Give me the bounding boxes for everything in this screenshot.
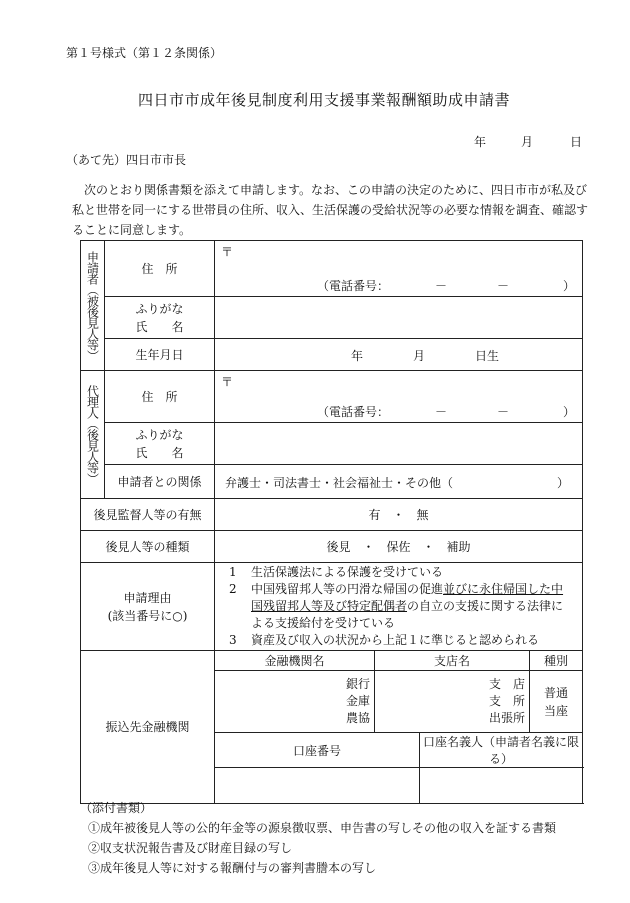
reason-label-note: (該当番号に○) xyxy=(107,608,188,623)
application-form-table xyxy=(80,240,583,804)
account-type-toza: 当座 xyxy=(543,703,568,718)
agent-side-label-cell xyxy=(81,371,105,499)
agent-phone-dash-2: － xyxy=(497,405,510,419)
guardian-type-label: 後見人等の種類 xyxy=(81,531,215,563)
agent-phone-dash-1: － xyxy=(435,405,448,419)
date-day-label: 日 xyxy=(570,135,583,149)
bank-branch-header: 支店名 xyxy=(375,651,530,671)
agent-kana-label: ふりがな xyxy=(135,427,184,442)
date-month-label: 月 xyxy=(521,135,534,149)
account-holder-field[interactable] xyxy=(420,768,583,804)
branch-type-shisho: 支 所 xyxy=(488,694,525,708)
reason-item-2[interactable]: 2 中国残留邦人等の円滑な帰国の促進並びに永住帰国した中 xyxy=(229,582,564,596)
reason-item-2-cont-2: よる支援給付を受けている xyxy=(251,616,396,630)
agent-side-label: 代理人（後見人等） xyxy=(85,385,100,484)
applicant-name-label: 氏 名 xyxy=(135,319,184,334)
agent-phone-suffix: ） xyxy=(563,405,576,419)
agent-name-field[interactable] xyxy=(215,423,583,465)
attachment-item-1: ①成年被後見人等の公的年金等の源泉徴収票、申告書の写しその他の収入を証する書類 xyxy=(88,821,557,835)
applicant-name-field[interactable] xyxy=(215,297,583,339)
branch-type-shiten: 支 店 xyxy=(488,677,525,691)
agent-postal-mark: 〒 xyxy=(221,375,234,389)
bank-branch-field[interactable] xyxy=(375,671,530,733)
attachment-item-2: ②収支状況報告書及び財産目録の写し xyxy=(88,841,293,855)
date-year-label: 年 xyxy=(474,135,487,149)
applicant-phone-dash-2: － xyxy=(497,279,510,293)
supervisor-options[interactable]: 有 ・ 無 xyxy=(215,499,583,531)
consent-paragraph: 次のとおり関係書類を添えて申請します。なお、この申請の決定のために、四日市市が私及び私と世帯を同一にする世帯員の住所、収入、生活保護の受給状況等の必要な情報を調査、確認することに同意します。 xyxy=(72,183,589,237)
agent-address-label: 住 所 xyxy=(105,371,215,423)
applicant-address-label: 住 所 xyxy=(105,241,215,297)
agent-relation-options: 弁護士・司法書士・社会福祉士・その他（ xyxy=(225,476,454,490)
account-holder-header: 口座名義人（申請者名義に限る） xyxy=(420,733,583,768)
account-number-header: 口座番号 xyxy=(215,733,420,768)
agent-name-label-cell xyxy=(105,423,215,465)
reason-label-cell xyxy=(81,563,215,651)
bank-institution-field[interactable] xyxy=(215,671,375,733)
reason-list[interactable] xyxy=(215,563,583,651)
guardian-type-options[interactable]: 後見 ・ 保佐 ・ 補助 xyxy=(215,531,583,563)
attachments-title: （添付書類） xyxy=(80,801,153,815)
applicant-birth-field[interactable] xyxy=(215,339,583,371)
reason-item-3[interactable]: 3 資産及び収入の状況から上記１に準じると認められる xyxy=(229,633,540,647)
applicant-phone-suffix: ） xyxy=(563,279,576,293)
branch-type-shucchojo: 出張所 xyxy=(488,711,525,725)
account-type-futsu: 普通 xyxy=(543,685,568,700)
reason-item-1[interactable]: 1 生活保護法による保護を受けている xyxy=(229,565,444,579)
bank-label: 振込先金融機関 xyxy=(81,651,215,804)
agent-relation-field[interactable] xyxy=(215,465,583,499)
form-number: 第１号様式（第１２条関係） xyxy=(66,46,223,60)
bank-institution-header: 金融機関名 xyxy=(215,651,375,671)
applicant-postal-mark: 〒 xyxy=(221,245,234,259)
inst-type-shinkin: 金庫 xyxy=(345,694,370,708)
applicant-kana-label: ふりがな xyxy=(135,301,184,316)
reason-item-2-cont: 国残留邦人等及び特定配偶者の自立の支援に関する法律に xyxy=(251,599,564,613)
applicant-phone-dash-1: － xyxy=(435,279,448,293)
agent-phone-prefix: （電話番号： xyxy=(317,405,390,419)
agent-name-label: 氏 名 xyxy=(135,445,184,460)
applicant-address-field[interactable] xyxy=(215,241,583,297)
birth-day-label: 日生 xyxy=(475,349,500,363)
attachment-item-3: ③成年後見人等に対する報酬付与の審判書謄本の写し xyxy=(88,861,377,875)
page-title: 四日市市成年後見制度利用支援事業報酬額助成申請書 xyxy=(138,91,511,109)
supervisor-label: 後見監督人等の有無 xyxy=(81,499,215,531)
bank-type-header: 種別 xyxy=(530,651,583,671)
applicant-name-label-cell xyxy=(105,297,215,339)
inst-type-nokyo: 農協 xyxy=(345,711,370,725)
account-number-field[interactable] xyxy=(215,768,420,804)
agent-relation-label: 申請者との関係 xyxy=(105,465,215,499)
agent-address-field[interactable] xyxy=(215,371,583,423)
account-type-field[interactable] xyxy=(530,671,583,733)
agent-relation-close: ） xyxy=(557,476,570,490)
addressee: （あて先）四日市市長 xyxy=(66,153,187,167)
applicant-side-label-cell xyxy=(81,241,105,371)
birth-month-label: 月 xyxy=(413,349,426,363)
applicant-phone-prefix: （電話番号： xyxy=(317,279,390,293)
applicant-birth-label: 生年月日 xyxy=(105,339,215,371)
inst-type-bank: 銀行 xyxy=(345,677,370,691)
reason-label: 申請理由 xyxy=(123,590,172,605)
applicant-side-label: 申請者（被後見人等） xyxy=(85,250,100,361)
birth-year-label: 年 xyxy=(351,349,364,363)
